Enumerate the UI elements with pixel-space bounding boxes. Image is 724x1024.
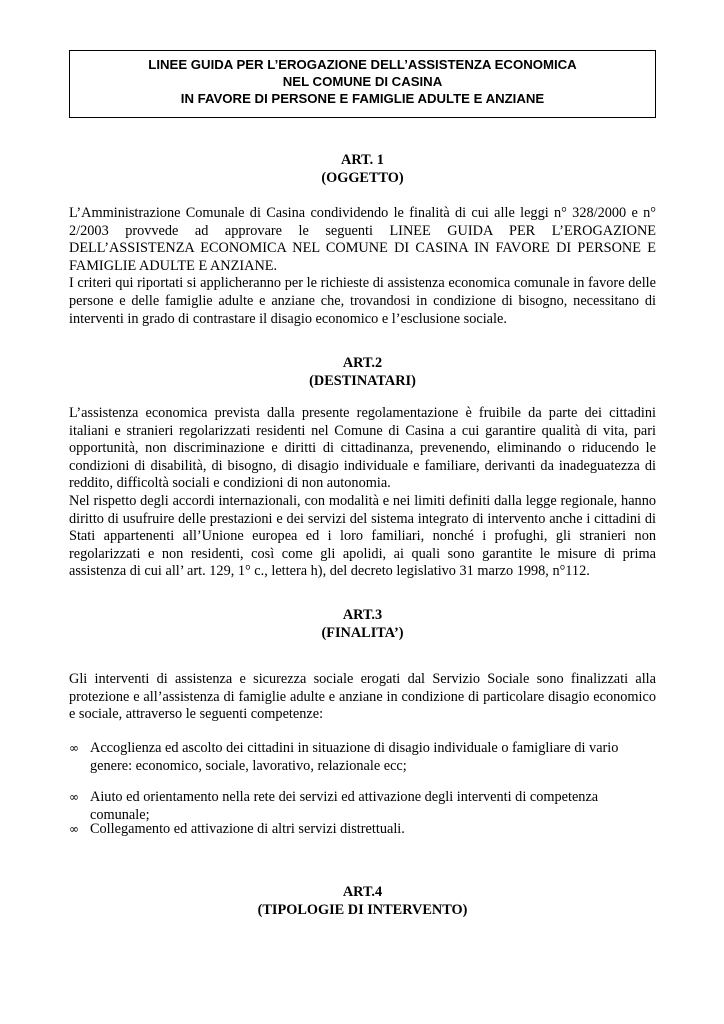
- art1-body: [69, 205, 656, 328]
- art2-number: ART.2: [342, 355, 383, 371]
- infinity-bullet-icon: ∞: [69, 790, 79, 804]
- title-line-1: LINEE GUIDA PER L’EROGAZIONE DELL’ASSISTENZA ECONOMICA: [148, 57, 577, 72]
- art2-paragraph-1: L’assistenza economica prevista dalla presente regolamentazione è fruibile da parte dei cittadini italiani e stranieri regolarizzati residenti nel Comune di Casina a cui garantire qualità di vita, pari opportunità, non discriminazione e diritti di cittadinanza, prevenendo, eliminando o riducendo le condizioni di disabilità, di bisogno, di disagio individuale e familiare, derivanti da inadeguatezza di reddito, difficoltà sociali e condizioni di non autonomia.: [69, 405, 656, 492]
- art1-paragraph-2: I criteri qui riportati si applicheranno per le richieste di assistenza economica comunale in favore delle persone e delle famiglie adulte e anziane che, trovandosi in condizione di bisogno, necessitano di interventi in grado di contrastare il disagio economico e l’esclusione sociale.: [69, 275, 656, 327]
- art3-bullet-text: Collegamento ed attivazione di altri servizi distrettuali.: [90, 821, 405, 837]
- art3-heading: [69, 606, 656, 642]
- art1-number: ART. 1: [341, 152, 384, 168]
- art3-bullet-item: [69, 821, 656, 839]
- art3-number: ART.3: [342, 607, 383, 623]
- document-title-box: [69, 50, 656, 118]
- art4-title: (TIPOLOGIE DI INTERVENTO): [257, 902, 468, 918]
- art4-heading: [69, 883, 656, 919]
- art2-heading: [69, 354, 656, 390]
- art3-intro: [69, 671, 656, 724]
- art3-bullet-text: Aiuto ed orientamento nella rete dei servizi ed attivazione degli interventi di competenza comunale;: [90, 789, 599, 823]
- art3-bullet-text: Accoglienza ed ascolto dei cittadini in situazione di disagio individuale o famigliare di vario genere: economico, sociale, lavorativo, relazionale ecc;: [90, 740, 619, 774]
- art4-number: ART.4: [342, 884, 383, 900]
- art1-paragraph-1: L’Amministrazione Comunale di Casina condividendo le finalità di cui alle leggi n° 328/2000 e n° 2/2003 provvede ad approvare le seguenti LINEE GUIDA PER L’EROGAZIONE DELL’ASSISTENZA ECONOMICA NEL COMUNE DI CASINA IN FAVORE DI PERSONE E FAMIGLIE ADULTE E ANZIANE.: [69, 205, 656, 274]
- art3-bullet-item: [69, 740, 656, 775]
- title-line-3: IN FAVORE DI PERSONE E FAMIGLIE ADULTE E ANZIANE: [180, 90, 545, 106]
- art3-bullet-item: [69, 789, 656, 824]
- art2-title: (DESTINATARI): [309, 373, 416, 389]
- art3-title: (FINALITA’): [321, 625, 404, 641]
- art2-paragraph-2: Nel rispetto degli accordi internazionali, con modalità e nei limiti definiti dalla legge regionale, hanno diritto di usufruire delle prestazioni e dei servizi del sistema integrato di intervento anche i cittadini di Stati appartenenti all’Unione europea ed i loro familiari, nonché i profughi, gli stranieri non regolarizzati e non residenti, così come gli apolidi, ai quali sono garantite le misure di prima assistenza di cui all’ art. 129, 1° c., lettera h), del decreto legislativo 31 marzo 1998, n°112.: [69, 492, 656, 580]
- art3-intro-text: Gli interventi di assistenza e sicurezza sociale erogati dal Servizio Sociale sono finalizzati alla protezione e all’assistenza di famiglie adulte e anziane in condizione di particolare disagio economico e sociale, attraverso le seguenti competenze:: [69, 671, 656, 723]
- art2-body: [69, 405, 656, 581]
- infinity-bullet-icon: ∞: [69, 741, 79, 755]
- art1-title: (OGGETTO): [321, 170, 404, 186]
- art1-heading: [69, 151, 656, 187]
- infinity-bullet-icon: ∞: [69, 822, 79, 836]
- title-line-2: NEL COMUNE DI CASINA: [282, 73, 443, 89]
